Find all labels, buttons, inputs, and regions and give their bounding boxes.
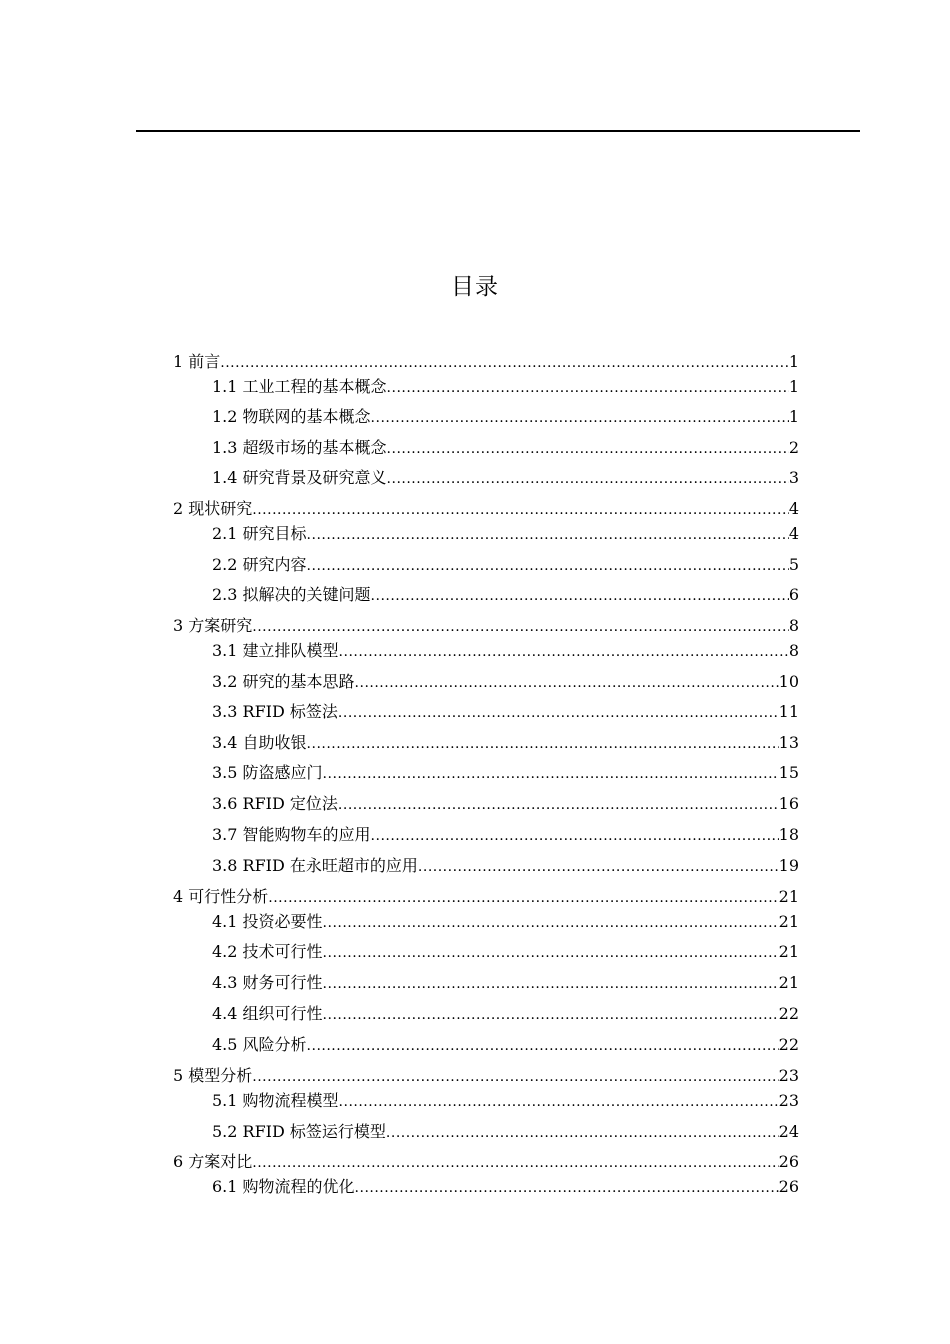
toc-leader-dots — [355, 1177, 779, 1199]
toc-entry[interactable] — [173, 886, 799, 908]
toc-entry-page: 23 — [778, 1091, 799, 1110]
toc-entry-label: 5.1 购物流程模型 — [212, 1091, 339, 1110]
toc-entry-label: 5.2 RFID 标签运行模型 — [212, 1122, 386, 1141]
toc-leader-dots — [307, 733, 779, 755]
toc-leader-dots — [338, 702, 779, 724]
toc-entry[interactable] — [212, 584, 799, 606]
toc-leader-dots — [387, 468, 789, 490]
toc-entry-page: 11 — [778, 702, 799, 721]
toc-leader-dots — [339, 1091, 779, 1113]
toc-entry-label: 3.5 防盗感应门 — [212, 763, 323, 782]
toc-entry[interactable] — [212, 437, 799, 459]
toc-entry-label: 6.1 购物流程的优化 — [212, 1177, 355, 1196]
toc-entry[interactable] — [212, 671, 799, 693]
toc-leader-dots — [323, 763, 779, 785]
toc-entry[interactable] — [212, 1121, 799, 1143]
toc-entry[interactable] — [212, 1003, 799, 1025]
toc-entry-label: 1.2 物联网的基本概念 — [212, 407, 371, 426]
toc-entry-page: 2 — [788, 438, 799, 457]
toc-entry-page: 4 — [788, 524, 799, 543]
toc-entry[interactable] — [212, 941, 799, 963]
toc-leader-dots — [307, 1035, 779, 1057]
toc-entry-page: 26 — [778, 1152, 799, 1171]
toc-entry-label: 1.4 研究背景及研究意义 — [212, 468, 387, 487]
toc-leader-dots — [252, 1152, 778, 1174]
toc-leader-dots — [252, 1066, 778, 1088]
toc-leader-dots — [339, 641, 789, 663]
toc-entry-page: 15 — [778, 763, 799, 782]
toc-leader-dots — [307, 555, 789, 577]
toc-leader-dots — [338, 794, 779, 816]
toc-entry-page: 16 — [778, 794, 799, 813]
toc-entry[interactable] — [212, 972, 799, 994]
toc-entry-page: 22 — [778, 1004, 799, 1023]
toc-entry-page: 10 — [778, 672, 799, 691]
toc-entry-page: 8 — [788, 616, 799, 635]
toc-entry-label: 3.7 智能购物车的应用 — [212, 825, 371, 844]
toc-entry[interactable] — [212, 523, 799, 545]
toc-leader-dots — [220, 352, 789, 374]
toc-leader-dots — [418, 856, 779, 878]
toc-entry-label: 3.3 RFID 标签法 — [212, 702, 338, 721]
toc-entry-page: 1 — [788, 352, 799, 371]
toc-leader-dots — [323, 1004, 779, 1026]
toc-entry[interactable] — [212, 1176, 799, 1198]
toc-entry-label: 5 模型分析 — [173, 1066, 253, 1085]
toc-entry-page: 18 — [778, 825, 799, 844]
toc-entry[interactable] — [173, 498, 799, 520]
toc-entry-label: 4 可行性分析 — [173, 887, 269, 906]
toc-entry-label: 3.4 自助收银 — [212, 733, 307, 752]
toc-entry-label: 1.1 工业工程的基本概念 — [212, 377, 387, 396]
toc-leader-dots — [371, 825, 779, 847]
toc-entry-page: 1 — [788, 377, 799, 396]
toc-leader-dots — [387, 438, 789, 460]
toc-entry[interactable] — [212, 855, 799, 877]
toc-entry-page: 13 — [778, 733, 799, 752]
toc-leader-dots — [268, 887, 778, 909]
toc-entry[interactable] — [212, 406, 799, 428]
toc-entry[interactable] — [212, 793, 799, 815]
toc-leader-dots — [355, 672, 779, 694]
toc-entry[interactable] — [212, 554, 799, 576]
toc-entry-label: 3.6 RFID 定位法 — [212, 794, 338, 813]
toc-entry[interactable] — [173, 1151, 799, 1173]
toc-entry-label: 2.1 研究目标 — [212, 524, 307, 543]
toc-entry-label: 2 现状研究 — [173, 499, 253, 518]
toc-entry-label: 4.5 风险分析 — [212, 1035, 307, 1054]
toc-entry-page: 3 — [788, 468, 799, 487]
toc-entry-label: 4.4 组织可行性 — [212, 1004, 323, 1023]
toc-entry-label: 4.2 技术可行性 — [212, 942, 323, 961]
toc-entry[interactable] — [173, 615, 799, 637]
toc-entry-page: 21 — [778, 887, 799, 906]
toc-entry-page: 23 — [778, 1066, 799, 1085]
toc-leader-dots — [371, 407, 789, 429]
toc-entry[interactable] — [212, 376, 799, 398]
toc-entry[interactable] — [212, 824, 799, 846]
toc-leader-dots — [323, 942, 779, 964]
toc-entry-page: 1 — [788, 407, 799, 426]
toc-entry[interactable] — [173, 1065, 799, 1087]
toc-entry-label: 1.3 超级市场的基本概念 — [212, 438, 387, 457]
toc-leader-dots — [252, 616, 789, 638]
toc-leader-dots — [323, 973, 779, 995]
toc-entry-page: 24 — [778, 1122, 799, 1141]
toc-leader-dots — [307, 524, 789, 546]
toc-entry-label: 3 方案研究 — [173, 616, 253, 635]
toc-entry-page: 8 — [788, 641, 799, 660]
toc-entry[interactable] — [212, 1090, 799, 1112]
toc-entry-page: 21 — [778, 942, 799, 961]
toc-entry-label: 3.1 建立排队模型 — [212, 641, 339, 660]
toc-entry[interactable] — [212, 640, 799, 662]
toc-entry[interactable] — [212, 762, 799, 784]
toc-leader-dots — [387, 377, 789, 399]
toc-entry-page: 19 — [778, 856, 799, 875]
toc-leader-dots — [386, 1122, 779, 1144]
toc-entry[interactable] — [173, 351, 799, 373]
toc-entry[interactable] — [212, 732, 799, 754]
toc-leader-dots — [252, 499, 789, 521]
toc-entry-label: 6 方案对比 — [173, 1152, 253, 1171]
toc-leader-dots — [323, 912, 779, 934]
toc-entry-label: 4.1 投资必要性 — [212, 912, 323, 931]
toc-entry-label: 3.2 研究的基本思路 — [212, 672, 355, 691]
toc-entry-label: 3.8 RFID 在永旺超市的应用 — [212, 856, 418, 875]
toc-entry-label: 2.3 拟解决的关键问题 — [212, 585, 371, 604]
toc-entry-label: 4.3 财务可行性 — [212, 973, 323, 992]
toc-leader-dots — [371, 585, 789, 607]
toc-entry-page: 22 — [778, 1035, 799, 1054]
toc-entry-label: 1 前言 — [173, 352, 221, 371]
toc-entry-page: 21 — [778, 912, 799, 931]
toc-entry[interactable] — [212, 701, 799, 723]
toc-title: 目录 — [451, 274, 499, 300]
toc-entry[interactable] — [212, 467, 799, 489]
toc-entry-page: 6 — [788, 585, 799, 604]
toc-entry-page: 4 — [788, 499, 799, 518]
toc-entry[interactable] — [212, 1034, 799, 1056]
toc-entry-page: 5 — [788, 555, 799, 574]
toc-entry-label: 2.2 研究内容 — [212, 555, 307, 574]
toc-entry-page: 26 — [778, 1177, 799, 1196]
toc-entry[interactable] — [212, 911, 799, 933]
toc-entry-page: 21 — [778, 973, 799, 992]
